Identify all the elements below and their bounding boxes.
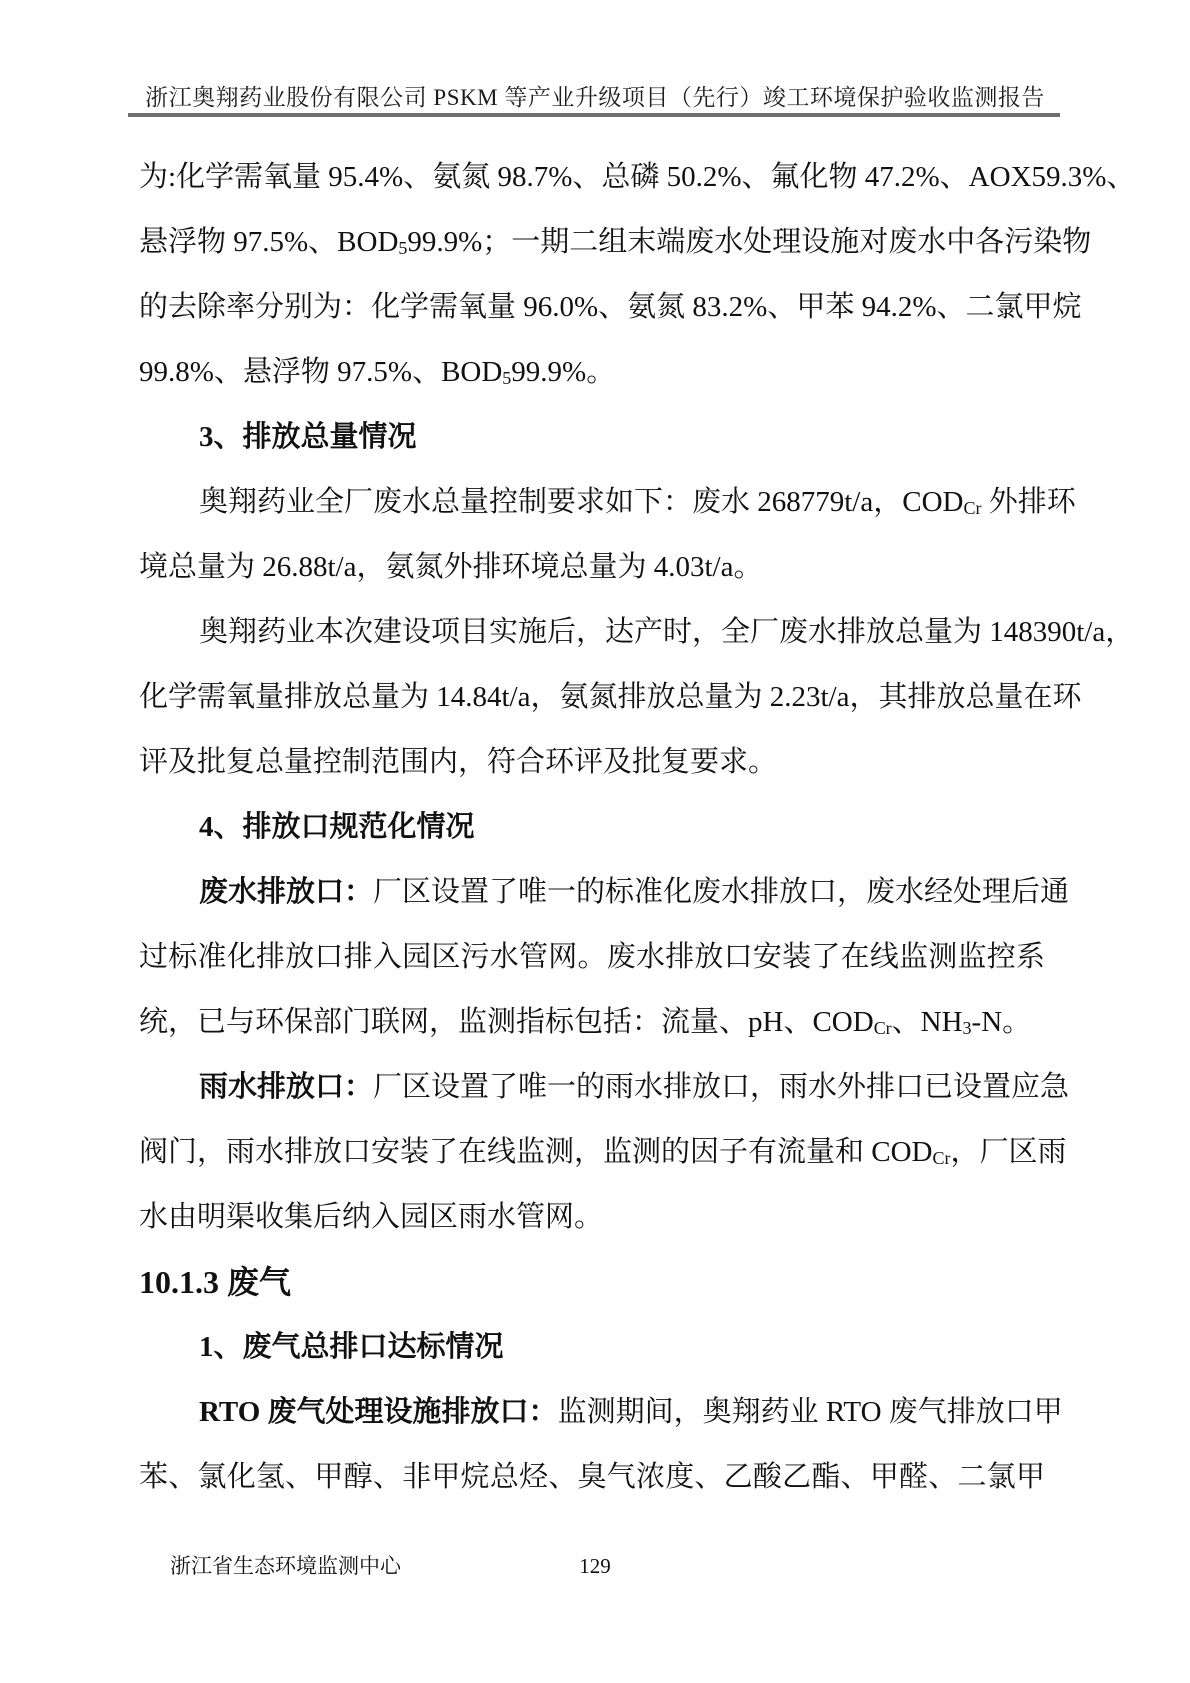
text-line: 评及批复总量控制范围内，符合环评及批复要求。 — [139, 746, 778, 778]
section-heading: 4、排放口规范化情况 — [199, 811, 475, 843]
text-line: 奥翔药业本次建设项目实施后，达产时，全厂废水排放总量为 148390t/a， — [199, 616, 1135, 648]
text-line: 苯、氯化氢、甲醇、非甲烷总烃、臭气浓度、乙酸乙酯、甲醛、二氯甲 — [139, 1461, 1045, 1493]
document-body — [139, 145, 1136, 1510]
text-line: 雨水排放口：厂区设置了唯一的雨水排放口，雨水外排口已设置应急 — [199, 1071, 1070, 1103]
text-line: RTO 废气处理设施排放口：监测期间，奥翔药业 RTO 废气排放口甲 — [199, 1396, 1063, 1428]
text-line: 的去除率分别为：化学需氧量 96.0%、氨氮 83.2%、甲苯 94.2%、二氯甲烷 — [139, 291, 1082, 323]
section-heading: 10.1.3 废气 — [139, 1264, 292, 1300]
text-line: 废水排放口：厂区设置了唯一的标准化废水排放口，废水经处理后通 — [199, 876, 1070, 908]
text-line: 悬浮物 97.5%、$BOD_599.9\%$；一期二组末端废水处理设施对废水中各污染物 — [139, 226, 1092, 259]
text-line: 奥翔药业全厂废水总量控制要求如下：废水 268779t/a，$COD_{Cr}$ 外排环 — [199, 486, 1076, 519]
footer-organization: 浙江省生态环境监测中心 — [170, 1554, 401, 1578]
page-number: 129 — [579, 1554, 611, 1578]
page-footer — [0, 1550, 1190, 1582]
text-line: 水由明渠收集后纳入园区雨水管网。 — [139, 1201, 604, 1233]
text-line: 境总量为 26.88t/a，氨氮外排环境总量为 4.03t/a。 — [139, 551, 763, 583]
text-line: 为:化学需氧量 95.4%、氨氮 98.7%、总磷 50.2%、氟化物 47.2%、AOX59.3%、 — [139, 161, 1136, 193]
text-line: 阀门，雨水排放口安装了在线监测，监测的因子有流量和 $COD_{Cr}$，厂区雨 — [139, 1136, 1067, 1169]
report-header-title: 浙江奥翔药业股份有限公司 PSKM 等产业升级项目（先行）竣工环境保护验收监测报告 — [145, 85, 1045, 110]
text-line: 99.8%、悬浮物 97.5%、$BOD_599.9\%$。 — [139, 356, 616, 389]
text-line: 统，已与环保部门联网，监测指标包括：流量、pH、$COD_{Cr}$、$NH_3-N$。 — [139, 1006, 1032, 1039]
section-heading: 3、排放总量情况 — [199, 421, 417, 453]
text-line: 化学需氧量排放总量为 14.84t/a，氨氮排放总量为 2.23t/a，其排放总量在环 — [139, 681, 1082, 713]
header-divider — [128, 113, 1060, 117]
section-heading: 1、废气总排口达标情况 — [199, 1331, 504, 1363]
text-line: 过标准化排放口排入园区污水管网。废水排放口安装了在线监测监控系 — [139, 941, 1045, 973]
